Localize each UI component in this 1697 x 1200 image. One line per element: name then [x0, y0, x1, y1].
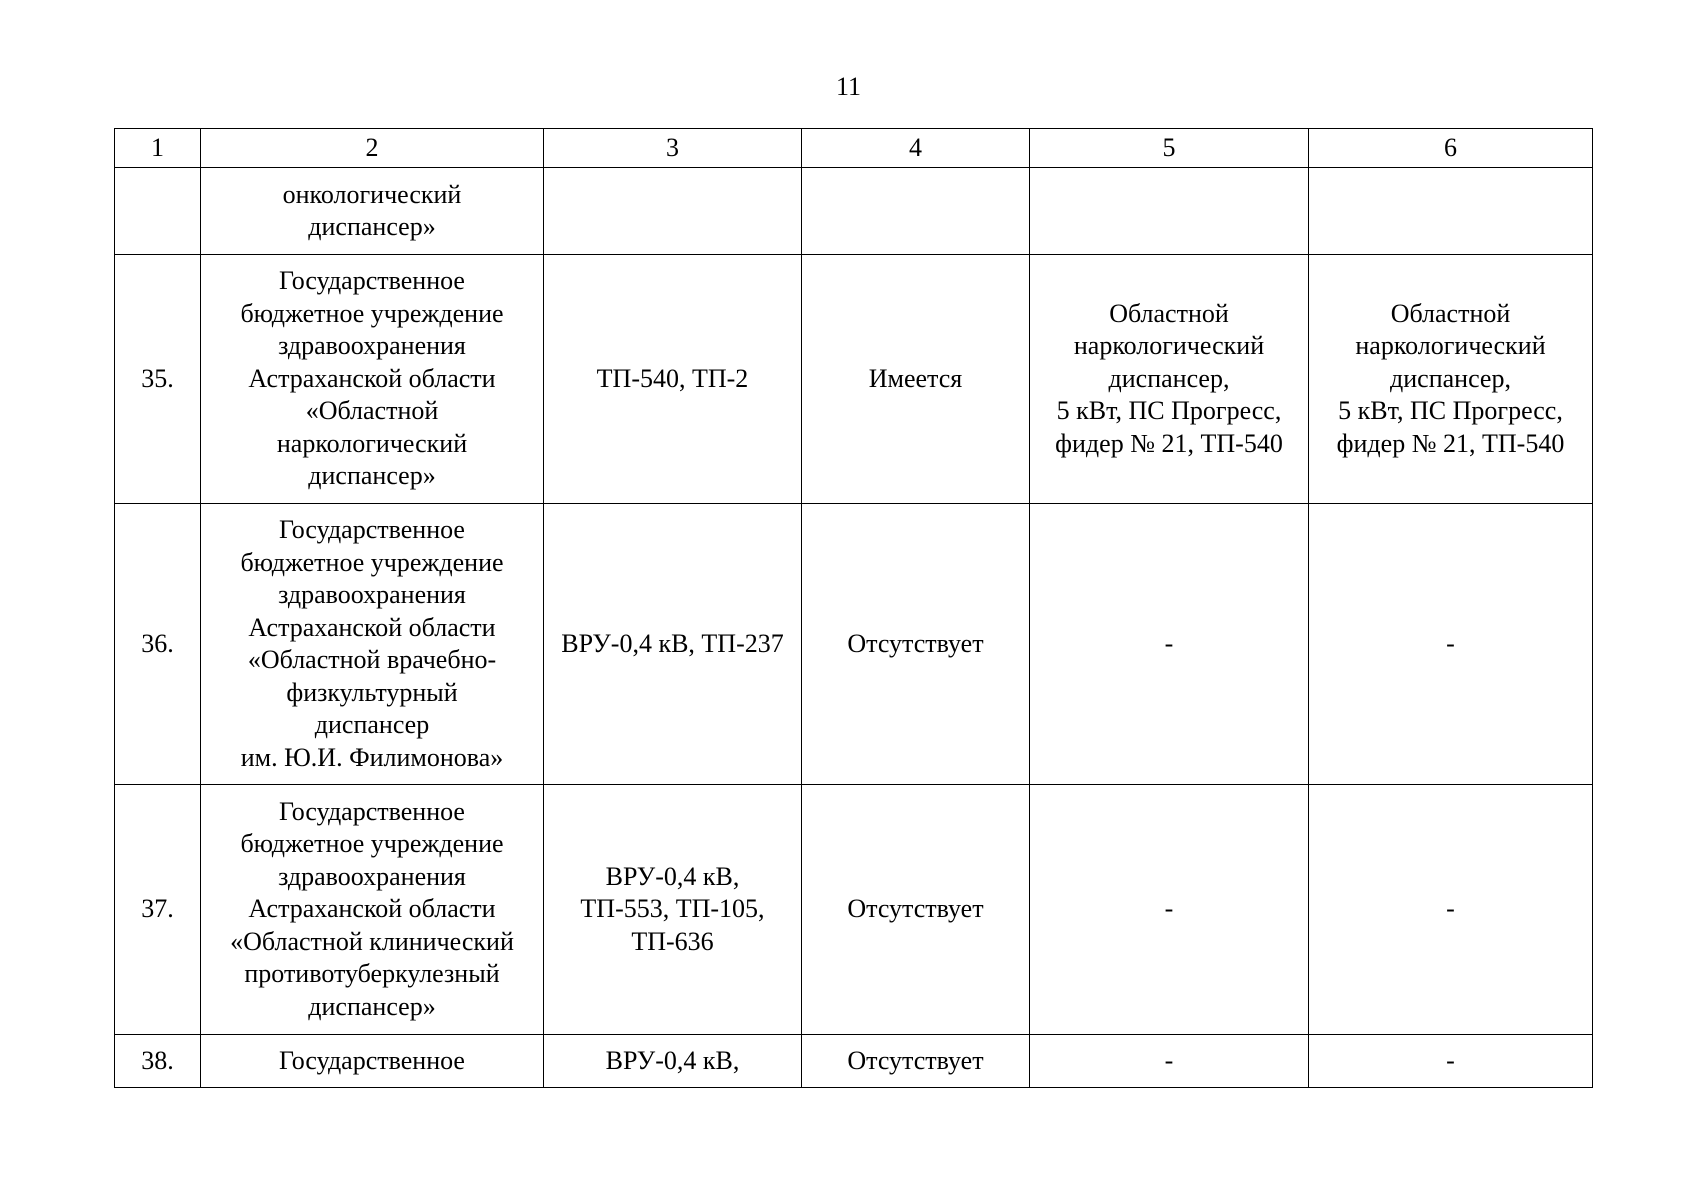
reserve-status-cell: Отсутствует [802, 785, 1030, 1035]
row-number-cell [115, 168, 201, 255]
column-5-cell: - [1030, 504, 1309, 785]
table-row [115, 785, 1593, 1035]
reserve-status-cell: Имеется [802, 255, 1030, 504]
column-6-cell [1309, 168, 1593, 255]
institution-name-cell: Государственное бюджетное учреждение здравоохранения Астраханской области «Областной клинический противотуберкулезный диспансер» [201, 785, 544, 1035]
row-number-cell: 37. [115, 785, 201, 1035]
table-row [115, 504, 1593, 785]
column-6-cell: - [1309, 504, 1593, 785]
power-source-cell: ВРУ-0,4 кВ, [544, 1035, 802, 1088]
power-source-cell: ВРУ-0,4 кВ, ТП-553, ТП-105, ТП-636 [544, 785, 802, 1035]
reserve-status-cell: Отсутствует [802, 1035, 1030, 1088]
column-5-cell [1030, 168, 1309, 255]
column-5-cell: - [1030, 785, 1309, 1035]
column-5-cell: Областной наркологический диспансер, 5 кВт, ПС Прогресс, фидер № 21, ТП-540 [1030, 255, 1309, 504]
column-6-cell: - [1309, 785, 1593, 1035]
row-number-cell: 35. [115, 255, 201, 504]
table-row [115, 255, 1593, 504]
column-header-5: 5 [1030, 129, 1309, 168]
column-5-cell: - [1030, 1035, 1309, 1088]
power-source-cell: ТП-540, ТП-2 [544, 255, 802, 504]
institution-name-cell: Государственное бюджетное учреждение здравоохранения Астраханской области «Областной врачебно- физкультурный диспансер им. Ю.И. Филимонова» [201, 504, 544, 785]
column-6-cell: - [1309, 1035, 1593, 1088]
column-header-2: 2 [201, 129, 544, 168]
reserve-status-cell: Отсутствует [802, 504, 1030, 785]
power-source-cell [544, 168, 802, 255]
facilities-table [114, 128, 1593, 1088]
row-number-cell: 36. [115, 504, 201, 785]
table-row [115, 168, 1593, 255]
column-header-4: 4 [802, 129, 1030, 168]
reserve-status-cell [802, 168, 1030, 255]
column-6-cell: Областной наркологический диспансер, 5 кВт, ПС Прогресс, фидер № 21, ТП-540 [1309, 255, 1593, 504]
table-row [115, 1035, 1593, 1088]
column-header-1: 1 [115, 129, 201, 168]
column-number-row [115, 129, 1593, 168]
institution-name-cell: Государственное бюджетное учреждение здравоохранения Астраханской области «Областной наркологический диспансер» [201, 255, 544, 504]
column-header-3: 3 [544, 129, 802, 168]
column-header-6: 6 [1309, 129, 1593, 168]
row-number-cell: 38. [115, 1035, 201, 1088]
institution-name-cell: онкологический диспансер» [201, 168, 544, 255]
page-number: 11 [835, 72, 862, 101]
power-source-cell: ВРУ-0,4 кВ, ТП-237 [544, 504, 802, 785]
institution-name-cell: Государственное [201, 1035, 544, 1088]
